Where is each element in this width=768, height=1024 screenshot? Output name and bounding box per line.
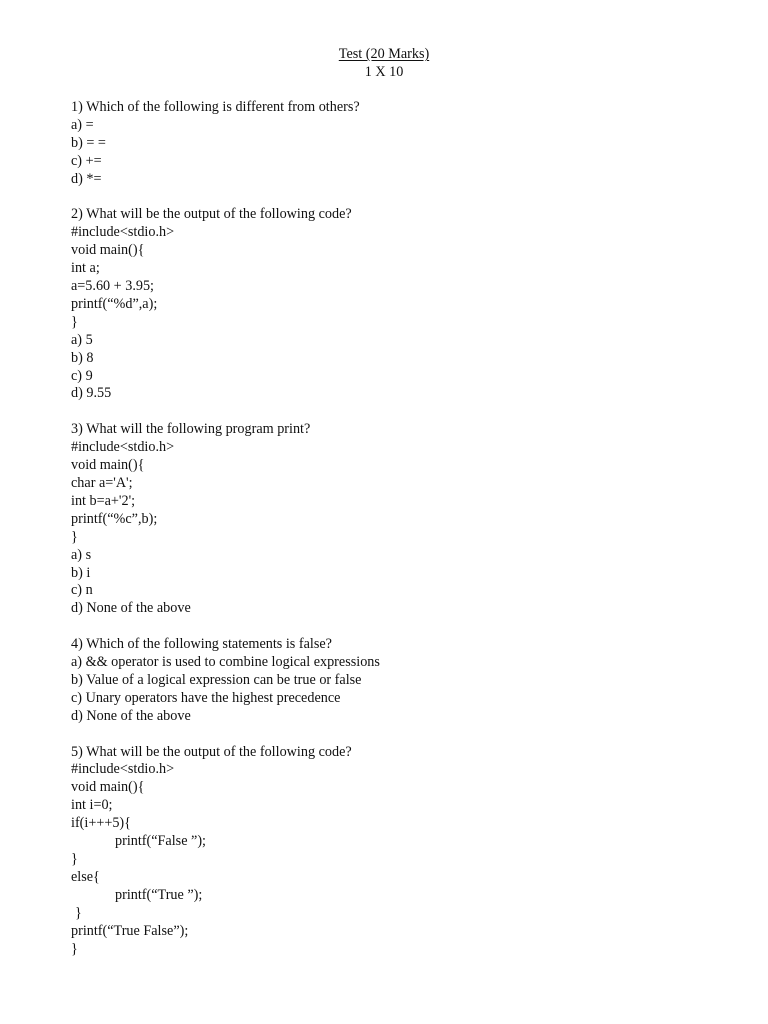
code-line: printf(“False ”); [115,833,206,850]
question-text: 5) What will be the output of the following code? [71,743,352,760]
code-line: char a='A'; [71,475,133,491]
code-line: } [75,904,82,921]
option-d: d) None of the above [71,600,191,617]
question-list [71,99,711,958]
code-line: void main(){ [71,457,145,474]
option-d: d) None of the above [71,707,191,724]
spacer [71,189,711,207]
option-b: b) 8 [71,349,94,366]
option-c: c) n [71,582,93,599]
code-line: #include<stdio.h> [71,224,175,241]
code-line: #include<stdio.h> [71,439,175,456]
code-line: printf(“%c”,b); [71,510,158,527]
question-2 [71,206,711,403]
option-c: c) 9 [71,367,93,384]
option-a: a) 5 [71,331,93,348]
question-text: 3) What will the following program print? [71,421,311,438]
spacer [71,726,711,744]
spacer [71,618,711,636]
option-d: d) 9.55 [71,385,112,402]
code-line: void main(){ [71,242,145,259]
code-line: printf(“True ”); [115,886,203,903]
option-b: b) Value of a logical expression can be true or false [71,671,362,688]
code-line: int b=a+'2'; [71,492,136,509]
spacer [71,403,711,421]
option-a: a) && operator is used to combine logical expressions [71,654,380,671]
code-line: int a; [71,260,100,277]
option-d: d) *= [71,170,102,187]
option-a: a) = [71,116,94,133]
question-text: 4) Which of the following statements is false? [71,636,332,653]
code-line: } [71,528,78,545]
question-4 [71,636,711,726]
code-line: #include<stdio.h> [71,761,175,778]
code-line: else{ [71,868,100,885]
option-a: a) s [71,546,92,563]
code-line: void main(){ [71,779,145,796]
code-line: printf(“%d”,a); [71,295,158,312]
question-5 [71,744,711,959]
code-line: printf(“True False”); [71,922,189,939]
code-line: } [71,940,78,957]
question-3 [71,421,711,618]
code-line: a=5.60 + 3.95; [71,278,154,295]
code-line: if(i+++5){ [71,815,131,832]
question-text: 1) Which of the following is different from others? [71,99,360,115]
question-1 [71,99,711,189]
test-header [0,46,768,82]
code-line: } [71,313,78,330]
code-line: int i=0; [71,797,113,814]
option-b: b) i [71,564,91,581]
test-title: Test (20 Marks) [338,46,430,62]
option-b: b) = = [71,134,106,151]
code-line: } [71,851,78,867]
option-c: c) Unary operators have the highest precedence [71,689,341,706]
option-c: c) += [71,152,102,169]
question-text: 2) What will be the output of the following code? [71,206,352,223]
marks-scheme: 1 X 10 [364,63,404,80]
